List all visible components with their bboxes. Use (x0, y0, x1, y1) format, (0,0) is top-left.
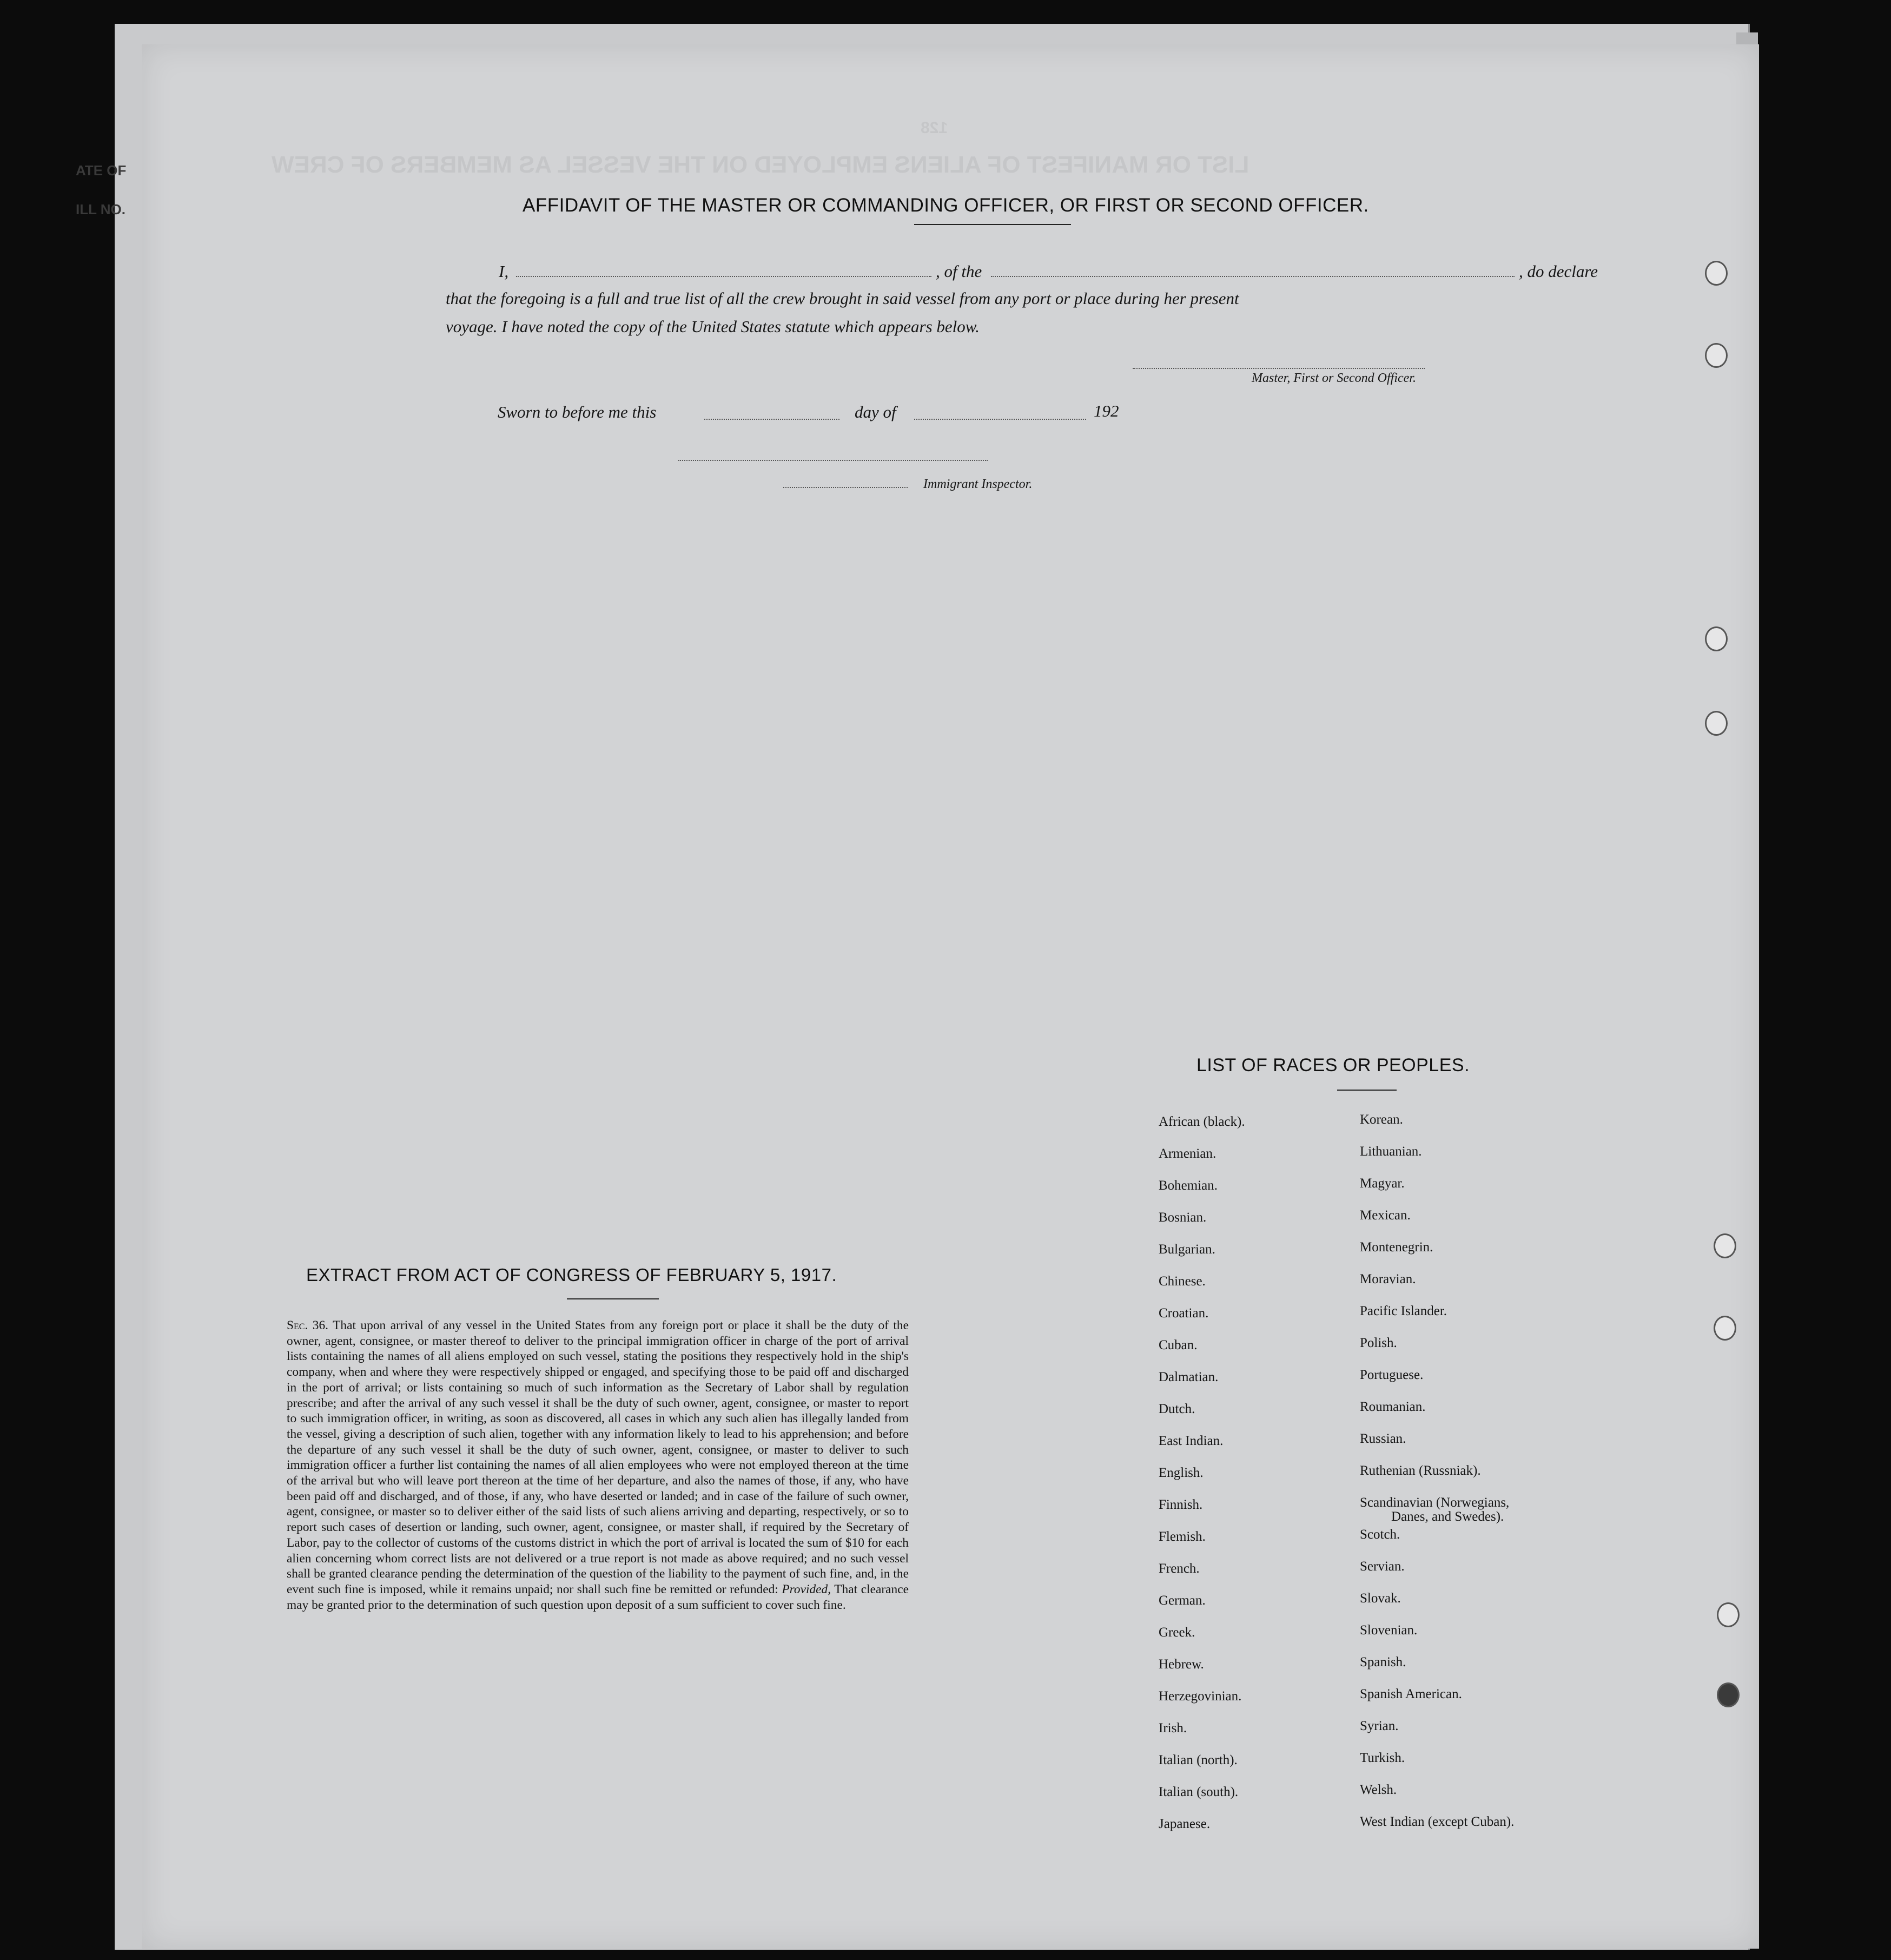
race-item: Welsh. (1360, 1783, 1397, 1797)
race-item: Bulgarian. (1159, 1242, 1215, 1257)
race-item: Chinese. (1159, 1274, 1206, 1289)
punch-hole (1705, 711, 1728, 736)
race-item: Spanish. (1360, 1655, 1406, 1669)
punch-hole (1714, 1233, 1736, 1258)
provided-label: Provided, (782, 1582, 831, 1596)
race-item-continuation: Danes, and Swedes). (1391, 1509, 1504, 1524)
declare-of-the-label: , of the (936, 262, 982, 281)
declare-label: , do declare (1519, 262, 1598, 281)
race-item: Roumanian. (1360, 1400, 1426, 1414)
sworn-label: Sworn to before me this (498, 402, 657, 421)
race-item: Korean. (1360, 1112, 1403, 1127)
race-item: West Indian (except Cuban). (1360, 1814, 1515, 1829)
punch-hole (1717, 1602, 1740, 1627)
declare-i-label: I, (499, 262, 509, 281)
race-item: Scotch. (1360, 1527, 1400, 1542)
day-of-label: day of (855, 402, 896, 421)
races-title: LIST OF RACES OR PEOPLES. (1196, 1055, 1470, 1075)
race-item: Italian (north). (1159, 1753, 1238, 1767)
race-item: Turkish. (1360, 1751, 1405, 1765)
race-item: Cuban. (1159, 1338, 1198, 1352)
extract-title-rule (567, 1298, 659, 1299)
race-item: Ruthenian (Russniak). (1360, 1463, 1481, 1478)
declaration-line-3: voyage. I have noted the copy of the United States statute which appears below. (446, 317, 980, 336)
vessel-name-line (991, 276, 1515, 277)
race-item: Moravian. (1360, 1272, 1416, 1286)
manifest-sheet (142, 44, 1759, 1949)
margin-bleed-2: ILL NO. (76, 201, 125, 217)
race-item: Russian. (1360, 1431, 1406, 1446)
race-item: Flemish. (1159, 1529, 1206, 1544)
race-item: Montenegrin. (1360, 1240, 1433, 1255)
race-item: Mexican. (1360, 1208, 1411, 1223)
punch-hole (1705, 343, 1728, 368)
sworn-day-line (704, 419, 839, 420)
punch-hole (1705, 261, 1728, 286)
section-36-text (287, 1318, 909, 1613)
race-item: Magyar. (1360, 1176, 1405, 1191)
race-item: French. (1159, 1561, 1200, 1576)
race-item: Slovenian. (1360, 1623, 1418, 1638)
race-item: Slovak. (1360, 1591, 1401, 1606)
race-item: Scandinavian (Norwegians, (1360, 1495, 1510, 1510)
master-signature-line (1133, 368, 1425, 369)
master-name-line (516, 276, 931, 277)
race-item: Finnish. (1159, 1497, 1203, 1512)
section-body: That upon arrival of any vessel in the United States from any foreign port or place it shall be the duty of the owner, agent, consignee, or master thereof to deliver to the principal immigration officer in charge of the port of arrival lists containing the names of all aliens employed on such vessel, stating the positions they respectively hold in the ship's company, when and where they were respectively shipped or engaged, and specifying those to be paid off and discharged in the port of arrival; or lists containing so much of such information as the Secretary of Labor shall by regulation prescribe; and after the arrival of any such vessel it shall be the duty of such owner, agent, consignee, or master to report to such immigration officer, in writing, as soon as discovered, all cases in which any such alien has illegally landed from the vessel, giving a description of such alien, together with any information likely to lead to his apprehension; and before the departure of any such vessel it shall be the duty of such owner, agent, consignee, or master to deliver to such immigration officer a further list containing the names of all alien employees who were not employed thereon at the time of the arrival but who will leave port thereon at the time of her departure, and also the names of those, if any, who have been paid off and discharged, and of those, if any, who have deserted or landed; and in case of the failure of such owner, agent, consignee, or master so to deliver either of the said lists of such aliens arriving and departing, respectively, or so to report such cases of desertion or landing, such owner, agent, consignee, or master shall, if required by the Secretary of Labor, pay to the collector of customs of the customs district in which the port of arrival is located the sum of $10 for each alien concerning whom correct lists are not delivered or a true report is not made as above required; and no such vessel shall be granted clearance pending the determination of the question of the liability to the payment of such fine, and, in the event such fine is imposed, while it remains unpaid; nor shall such fine be remitted or refunded: (287, 1318, 909, 1596)
declaration-line-2: that the foregoing is a full and true list of all the crew brought in said vessel from any port or place during her present (446, 289, 1239, 308)
race-item: Herzegovinian. (1159, 1689, 1242, 1704)
race-item: Irish. (1159, 1721, 1187, 1735)
race-item: Italian (south). (1159, 1785, 1239, 1799)
affidavit-title-rule (914, 224, 1071, 225)
punch-hole (1705, 626, 1728, 651)
affidavit-title: AFFIDAVIT OF THE MASTER OR COMMANDING OFFICER, OR FIRST OR SECOND OFFICER. (523, 195, 1369, 216)
race-item: Hebrew. (1159, 1657, 1204, 1672)
race-item: Servian. (1360, 1559, 1405, 1574)
race-item: Portuguese. (1360, 1368, 1424, 1382)
race-item: Bohemian. (1159, 1178, 1218, 1193)
race-item: Dutch. (1159, 1402, 1195, 1416)
year-prefix: 192 (1094, 401, 1119, 420)
race-item: English. (1159, 1466, 1204, 1480)
provided-body: That clearance may be granted prior to the determination of such question upon deposit of a sum sufficient to cover such fine. (287, 1582, 909, 1612)
bleed-through-heading: LIST OR MANIFEST OF ALIENS EMPLOYED ON THE VESSEL AS MEMBERS OF CREW (272, 151, 1249, 178)
master-signature-caption: Master, First or Second Officer. (1252, 371, 1416, 385)
punch-hole (1714, 1316, 1736, 1341)
race-item: Syrian. (1360, 1719, 1399, 1733)
inspector-caption: Immigrant Inspector. (923, 477, 1033, 491)
inspector-signature-line (678, 460, 988, 461)
race-item: Armenian. (1159, 1146, 1216, 1161)
race-item: Lithuanian. (1360, 1144, 1422, 1159)
race-item: Spanish American. (1360, 1687, 1462, 1701)
race-item: Croatian. (1159, 1306, 1209, 1321)
bleed-through-page-number: 128 (921, 119, 948, 137)
race-item: Greek. (1159, 1625, 1195, 1640)
inspector-caption-line (783, 487, 908, 488)
punch-hole (1717, 1682, 1740, 1707)
race-item: Polish. (1360, 1336, 1397, 1350)
race-item: East Indian. (1159, 1434, 1224, 1448)
race-item: African (black). (1159, 1114, 1245, 1129)
margin-bleed-1: ATE OF (76, 162, 127, 179)
race-item: Pacific Islander. (1360, 1304, 1447, 1318)
extract-title: EXTRACT FROM ACT OF CONGRESS OF FEBRUARY 5, 1917. (306, 1265, 837, 1285)
section-label: Sec. 36. (287, 1318, 329, 1332)
races-title-rule (1337, 1090, 1397, 1091)
race-item: Japanese. (1159, 1817, 1211, 1831)
sworn-month-line (914, 419, 1086, 420)
race-item: German. (1159, 1593, 1206, 1608)
race-item: Bosnian. (1159, 1210, 1207, 1225)
race-item: Dalmatian. (1159, 1370, 1219, 1384)
